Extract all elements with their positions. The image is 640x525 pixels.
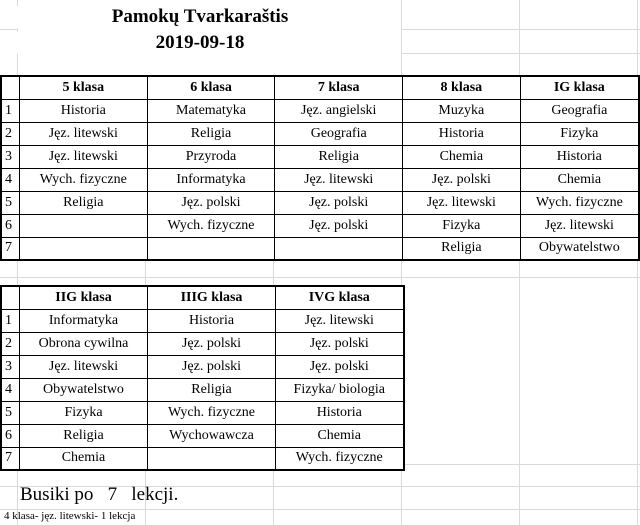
table-cell: Jęz. angielski — [275, 99, 403, 122]
lesson-number: 1 — [1, 309, 20, 332]
schedule-date: 2019-09-18 — [0, 32, 400, 54]
table-cell: Przyroda — [147, 145, 275, 168]
lesson-number: 2 — [1, 332, 20, 355]
table-cell: Religia — [275, 145, 403, 168]
table-cell: Religia — [19, 191, 147, 214]
table-cell: Wych. fizyczne — [148, 401, 276, 424]
table-cell: Wych. fizyczne — [520, 191, 639, 214]
page-title: Pamokų Tvarkaraštis — [0, 6, 400, 28]
table-cell: Historia — [276, 401, 404, 424]
table-cell: Fizyka — [520, 122, 639, 145]
column-header: IVG klasa — [276, 286, 404, 309]
table-row — [1, 378, 404, 401]
table-row — [1, 168, 639, 191]
table-cell: Jęz. litewski — [276, 309, 404, 332]
table-cell: Jęz. litewski — [403, 191, 521, 214]
table-cell: Historia — [403, 122, 521, 145]
table-cell: Fizyka — [403, 214, 521, 237]
table-cell: Fizyka — [20, 401, 148, 424]
lesson-number: 2 — [1, 122, 19, 145]
table-cell: Chemia — [520, 168, 639, 191]
table-cell: Obywatelstwo — [20, 378, 148, 401]
lesson-number: 5 — [1, 191, 19, 214]
corner-cell — [1, 76, 19, 99]
table-row — [1, 191, 639, 214]
table-cell: Jęz. litewski — [19, 122, 147, 145]
schedule-table-2 — [0, 285, 405, 471]
table-cell: Muzyka — [403, 99, 521, 122]
table-cell — [148, 447, 276, 470]
table-row — [1, 424, 404, 447]
lesson-number: 3 — [1, 145, 19, 168]
column-header: IIIG klasa — [148, 286, 276, 309]
small-note: 4 klasa- jęz. litewski- 1 lekcja — [4, 510, 136, 522]
table-cell: Jęz. polski — [148, 332, 276, 355]
table-cell: Chemia — [276, 424, 404, 447]
table-cell: Informatyka — [147, 168, 275, 191]
schedule-table-1 — [0, 75, 640, 261]
table-cell: Wych. fizyczne — [19, 168, 147, 191]
table-cell: Jęz. polski — [276, 355, 404, 378]
table-row — [1, 99, 639, 122]
lesson-number: 4 — [1, 168, 19, 191]
table-row — [1, 145, 639, 168]
table-cell: Religia — [403, 237, 521, 260]
lesson-number: 7 — [1, 447, 20, 470]
table-cell: Jęz. polski — [276, 332, 404, 355]
column-header: 8 klasa — [403, 76, 521, 99]
table-cell: Historia — [520, 145, 639, 168]
table-cell: Jęz. litewski — [520, 214, 639, 237]
lesson-number: 4 — [1, 378, 20, 401]
table-cell: Jęz. polski — [147, 191, 275, 214]
column-header: IG klasa — [520, 76, 639, 99]
table-cell: Chemia — [20, 447, 148, 470]
lesson-number: 6 — [1, 424, 20, 447]
table-cell: Wych. fizyczne — [276, 447, 404, 470]
column-header: IIG klasa — [20, 286, 148, 309]
table-cell — [275, 237, 403, 260]
lesson-number: 1 — [1, 99, 19, 122]
bus-note: Busiki po 7 lekcji. — [20, 484, 179, 505]
lesson-number: 3 — [1, 355, 20, 378]
table-cell: Jęz. polski — [275, 214, 403, 237]
table-cell: Jęz. litewski — [275, 168, 403, 191]
table-cell: Religia — [20, 424, 148, 447]
lesson-number: 7 — [1, 237, 19, 260]
column-header: 7 klasa — [275, 76, 403, 99]
table-cell — [19, 237, 147, 260]
table-row — [1, 214, 639, 237]
table-row — [1, 237, 639, 260]
table-cell: Obywatelstwo — [520, 237, 639, 260]
table-cell: Geografia — [520, 99, 639, 122]
table-cell: Informatyka — [20, 309, 148, 332]
lesson-number: 5 — [1, 401, 20, 424]
table-row — [1, 355, 404, 378]
table-cell: Jęz. polski — [148, 355, 276, 378]
table-cell: Geografia — [275, 122, 403, 145]
table-cell: Jęz. polski — [403, 168, 521, 191]
table-row — [1, 401, 404, 424]
table-cell: Historia — [148, 309, 276, 332]
column-header: 6 klasa — [147, 76, 275, 99]
table-cell: Jęz. litewski — [19, 145, 147, 168]
table-header-row — [1, 286, 404, 309]
table-header-row — [1, 76, 639, 99]
table-cell — [147, 237, 275, 260]
corner-cell — [1, 286, 20, 309]
table-cell: Fizyka/ biologia — [276, 378, 404, 401]
table-cell: Wychowawcza — [148, 424, 276, 447]
column-header: 5 klasa — [19, 76, 147, 99]
table-row — [1, 309, 404, 332]
table-row — [1, 447, 404, 470]
table-cell: Historia — [19, 99, 147, 122]
table-cell: Obrona cywilna — [20, 332, 148, 355]
table-cell — [19, 214, 147, 237]
table-cell: Religia — [148, 378, 276, 401]
table-row — [1, 122, 639, 145]
table-cell: Religia — [147, 122, 275, 145]
lesson-number: 6 — [1, 214, 19, 237]
table-cell: Jęz. polski — [275, 191, 403, 214]
table-cell: Wych. fizyczne — [147, 214, 275, 237]
table-cell: Jęz. litewski — [20, 355, 148, 378]
table-row — [1, 332, 404, 355]
table-cell: Matematyka — [147, 99, 275, 122]
table-cell: Chemia — [403, 145, 521, 168]
